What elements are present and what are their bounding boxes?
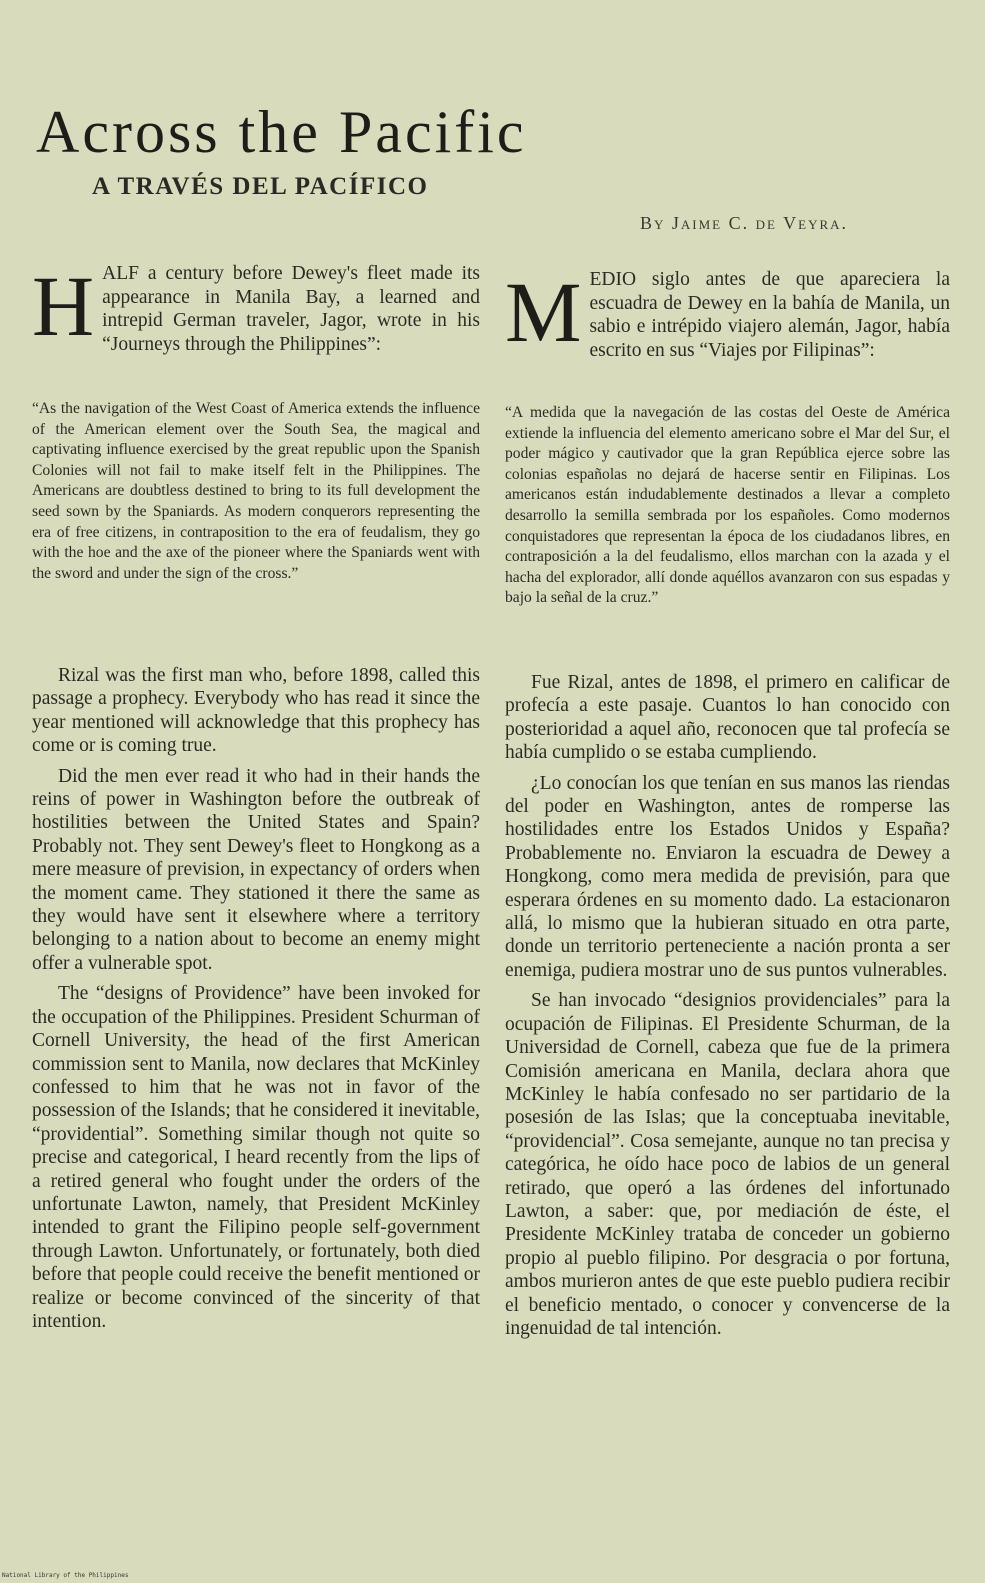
english-paragraph: The “designs of Providence” have been invoked for the occupation of the Philippines. President Schurman of Cornell University, the head of the first American commission sent to Manila, now declares that McKinley confessed to him that he was not in favor of the possession of the Islands; that he considered it inevitable, “providential”. Something similar though not quite so precise and categorical, I heard recently from the lips of a retired general who fought under the orders of the unfortunate Lawton, namely, that President McKinley intended to grant the Filipino people self-government through Lawton. Unfortunately, or fortunately, both died before that people could receive the benefit mentioned or realize or become convinced of the sincerity of that intention. — [32, 983, 480, 1332]
spanish-quote: “A medida que la navegación de las costas del Oeste de América extiende la influencia del elemento americano sobre el Mar del Sur, el poder mágico y cautivador que la gran República ejerce sobre las colonias españolas no dejará de hacerse sentir en Filipinas. Los americanos están indudablemente destinados a llevar a completo desarrollo la semilla sembrada por los españoles. Como modernos conquistadores que representan la época de los ciudadanos libres, en contraposición a la del feudalismo, ellos marchan con la azada y el hacha del explorador, allí donde aquéllos avanzaron con sus espadas y bajo la señal de la cruz.” — [505, 404, 950, 607]
spanish-paragraph: ¿Lo conocían los que tenían en sus manos las riendas del poder en Washington, antes de romperse las hostilidades entre los Estados Unidos y España? Probablemente no. Enviaron la escuadra de Dewey a Hongkong, como mera medida de previsión, para que esperara órdenes en su momento dado. La estacionaron allá, lo mismo que la hubieran situado en otra parte, donde un territorio perteneciente a nación pronta a ser enemiga, pudiera mostrar uno de sus puntos vulnerables. — [505, 772, 950, 981]
spanish-paragraph: Fue Rizal, antes de 1898, el primero en calificar de profecía a este pasaje. Cuantos lo han conocido con posterioridad a aquel año, reconocen que tal profecía se había cumplido o se estaba cumpliendo. — [505, 672, 950, 764]
english-intro-text: ALF a century before Dewey's fleet made its appearance in Manila Bay, a learned and intrepid German traveler, Jagor, wrote in his “Journeys through the Philippines”: — [102, 263, 480, 355]
english-drop-cap: H — [32, 258, 95, 354]
article-subtitle: A TRAVÉS DEL PACÍFICO — [92, 173, 429, 200]
spanish-intro-text: EDIO siglo antes de que apareciera la escuadra de Dewey en la bahía de Manila, un sabio e intrépido viajero alemán, Jagor, había escrito en sus “Viajes por Filipinas”: — [589, 269, 950, 361]
library-credit: National Library of the Philippines — [2, 1572, 129, 1579]
english-paragraph: Rizal was the first man who, before 1898, called this passage a prophecy. Everybody who has read it since the year mentioned will acknowledge that this prophecy has come or is coming true. — [32, 665, 480, 757]
spanish-body — [505, 671, 950, 1347]
article-title: Across the Pacific — [36, 99, 527, 165]
article-byline: By Jaime C. de Veyra. — [640, 213, 849, 233]
english-quote: “As the navigation of the West Coast of America extends the influence of the American element over the South Sea, the magical and captivating influence exercised by the great republic upon the Spanish Colonies will not fail to make itself felt in the Philippines. The Americans are doubtless destined to bring to its full development the seed sown by the Spaniards. As modern conquerors representing the era of free citizens, in contraposition to the era of feudalism, they go with the hoe and the axe of the pioneer where the Spaniards went with the sword and under the sign of the cross.” — [32, 400, 480, 582]
spanish-intro — [505, 264, 950, 362]
english-intro — [32, 258, 480, 356]
english-body — [32, 664, 480, 1340]
english-paragraph: Did the men ever read it who had in their hands the reins of power in Washington before the outbreak of hostilities between the United States and Spain? Probably not. They sent Dewey's fleet to Hongkong as a mere measure of prevision, in expectancy of orders when the moment came. They stationed it there the same as they would have sent it elsewhere where a territory belonging to a nation about to become an enemy might offer a vulnerable spot. — [32, 765, 480, 974]
spanish-drop-cap: M — [505, 264, 582, 360]
spanish-paragraph: Se han invocado “designios providenciales” para la ocupación de Filipinas. El Presidente Schurman, de la Universidad de Cornell, cabeza que fue de la primera Comisión americana en Manila, declara ahora que McKinley le había confesado no ser partidario de la posesión de las Islas; que la conceptuaba inevitable, “providencial”. Cosa semejante, aunque no tan precisa y categórica, he oído hace poco de labios de un general retirado, que operó a las órdenes del infortunado Lawton, a saber: que, por mediación de éste, el Presidente McKinley trataba de conceder un gobierno propio al pueblo filipino. Por desgracia o por fortuna, ambos murieron antes de que este pueblo pudiera recibir el beneficio mentado, o conocer y convencerse de la ingenuidad de tal intención. — [505, 990, 950, 1339]
